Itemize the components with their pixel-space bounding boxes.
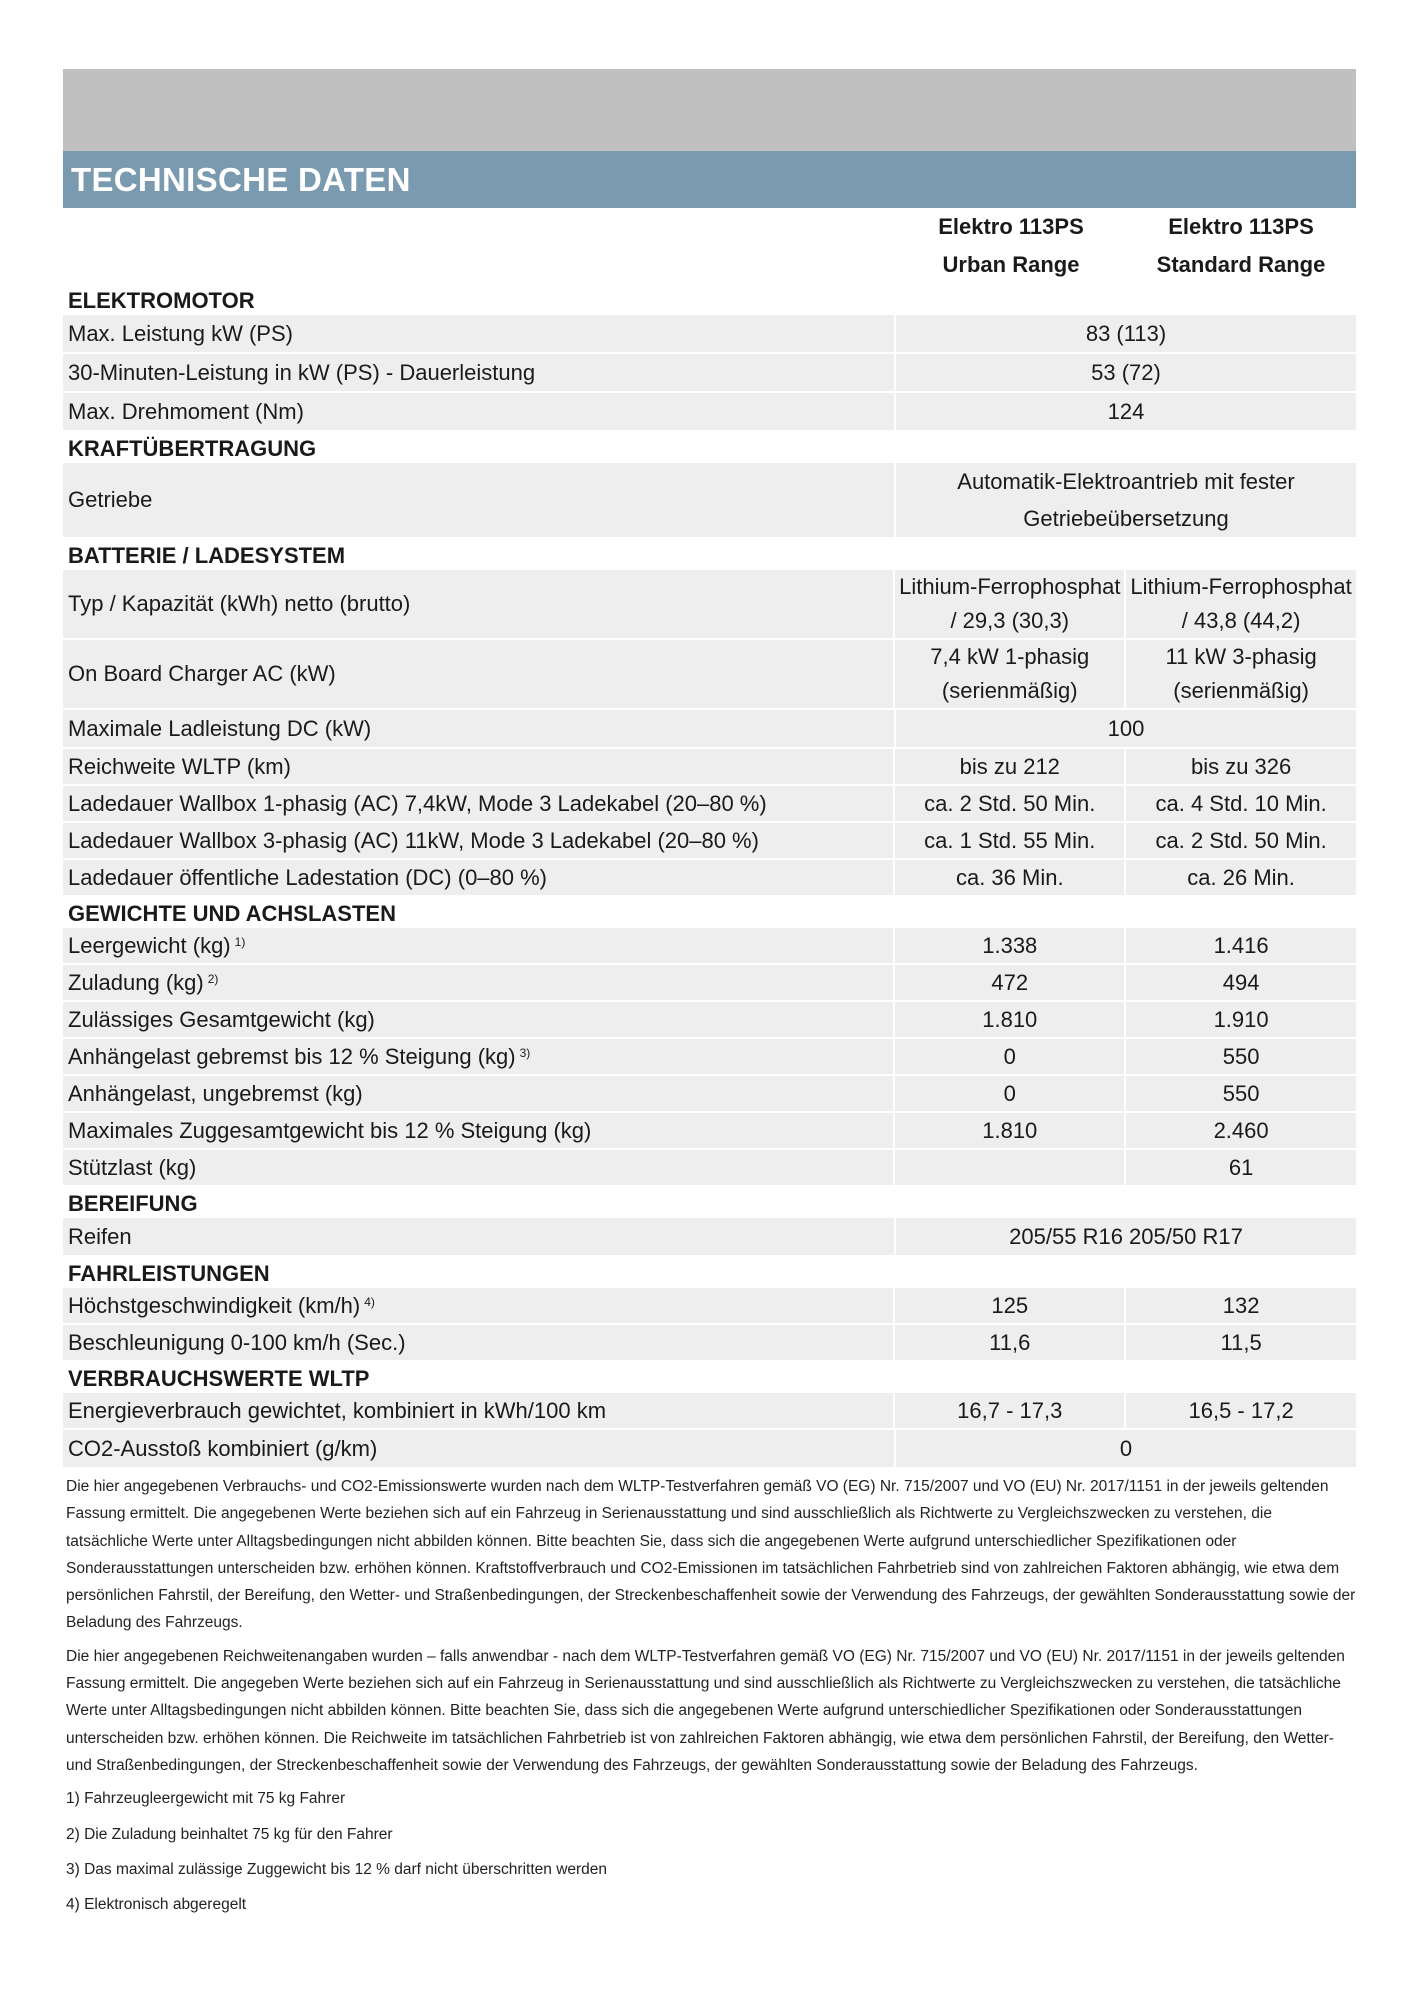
row-value-merged: 205/55 R16 205/50 R17 [896, 1218, 1356, 1255]
section-heading: VERBRAUCHSWERTE WLTP [68, 1366, 370, 1391]
row-value: 1.416 [1126, 928, 1356, 963]
row-value: ca. 2 Std. 50 Min. [1126, 823, 1356, 858]
row-label-text: Zuladung (kg) [68, 969, 204, 995]
row-value: 11,6 [895, 1325, 1124, 1360]
footnote-ref: 4) [364, 1294, 375, 1309]
table-row [63, 1393, 1356, 1428]
row-value-merged: 53 (72) [896, 354, 1356, 391]
row-value: 16,5 - 17,2 [1126, 1393, 1356, 1428]
table-row [63, 749, 1356, 784]
row-value: bis zu 212 [895, 749, 1124, 784]
row-label-text: CO2-Ausstoß kombiniert (g/km) [68, 1435, 378, 1461]
notes-paragraph: Die hier angegebenen Verbrauchs- und CO2-Emissionswerte wurden nach dem WLTP-Testverfahren gemäß VO (EG) Nr. 715/2007 und VO (EU) Nr. 2017/1151 in der jeweils geltenden Fassung ermittelt. Die angegebenen Werte beziehen sich auf ein Fahrzeug in Serienausstattung und sind ausschließlich als Richtwerte zu Vergleichszwecken zu verstehen, die tatsächliche Werte unter Alltagsbedingungen nicht abbilden können. Bitte beachten Sie, dass sich die angegebenen Werte aufgrund unterschiedlicher Spezifikationen oder Sonderausstattungen unterscheiden bzw. erhöhen können. Kraftstoffverbrauch und CO2-Emissionen im tatsächlichen Fahrbetrieb sind von zahlreichen Faktoren abhängig, wie etwa dem persönlichen Fahrstil, der Bereifung, den Wetter- und Straßenbedingungen, der Streckenbeschaffenheit sowie der Verwendung des Fahrzeugs, der gewählten Sonderausstattung sowie der Beladung des Fahrzeugs. [66, 1478, 1356, 1632]
row-value: Lithium-Ferrophosphat / 43,8 (44,2) [1126, 570, 1356, 638]
table-row [63, 928, 1356, 963]
row-value: 2.460 [1126, 1113, 1356, 1148]
row-label-text: Getriebe [68, 487, 153, 512]
notes [66, 1473, 1356, 1926]
row-value: 61 [1126, 1150, 1356, 1185]
row-label [63, 315, 894, 352]
row-value-merged: 0 [896, 1430, 1356, 1467]
row-label [63, 1113, 893, 1148]
row-label-text: Reifen [68, 1223, 132, 1249]
table-row [63, 1430, 1356, 1467]
row-label-text: Maximale Ladleistung DC (kW) [68, 715, 372, 741]
row-value-merged: 100 [896, 710, 1356, 747]
table-row [63, 1218, 1356, 1255]
row-label [63, 1288, 893, 1323]
row-value: ca. 4 Std. 10 Min. [1126, 786, 1356, 821]
row-label-text: Ladedauer Wallbox 3-phasig (AC) 11kW, Mode 3 Ladekabel (20–80 %) [68, 827, 759, 853]
row-label [63, 1150, 893, 1185]
table-row [63, 1076, 1356, 1111]
column-header-standard-range: Elektro 113PS Standard Range [1156, 214, 1326, 277]
footnote: 2) Die Zuladung beinhaltet 75 kg für den Fahrer [66, 1825, 393, 1843]
row-value: ca. 2 Std. 50 Min. [895, 786, 1124, 821]
row-value: 0 [895, 1039, 1124, 1074]
row-value: ca. 26 Min. [1126, 860, 1356, 895]
table-row [63, 354, 1356, 391]
row-label-text: Ladedauer öffentliche Ladestation (DC) (0–80 %) [68, 864, 548, 890]
row-value-merged: 83 (113) [896, 315, 1356, 352]
row-value: 1.338 [895, 928, 1124, 963]
row-label-text: Beschleunigung 0-100 km/h (Sec.) [68, 1329, 406, 1355]
row-value: 7,4 kW 1-phasig (serienmäßig) [895, 640, 1124, 708]
row-label-text: Zulässiges Gesamtgewicht (kg) [68, 1006, 375, 1032]
footnote: 3) Das maximal zulässige Zuggewicht bis 12 % darf nicht überschritten werden [66, 1860, 608, 1878]
row-value: 472 [895, 965, 1124, 1000]
footnote-ref: 1) [234, 934, 246, 949]
row-value: 132 [1126, 1288, 1356, 1323]
row-label [63, 965, 893, 1000]
table-row [63, 860, 1356, 895]
row-label [63, 823, 893, 858]
row-label [63, 1393, 893, 1428]
row-value: 550 [1126, 1039, 1356, 1074]
row-value-merged: Automatik-Elektroantrieb mit fester Getriebeübersetzung [896, 463, 1356, 537]
table-row [63, 1002, 1356, 1037]
row-value: 11,5 [1126, 1325, 1356, 1360]
row-label-text: 30-Minuten-Leistung in kW (PS) - Dauerleistung [68, 359, 536, 385]
row-value-merged: 124 [896, 393, 1356, 430]
row-value [895, 1150, 1124, 1185]
row-value: 550 [1126, 1076, 1356, 1111]
row-label [63, 749, 893, 784]
column-headers [63, 208, 1356, 284]
row-label-text: Stützlast (kg) [68, 1154, 197, 1180]
row-label-text: Höchstgeschwindigkeit (km/h) [68, 1292, 361, 1318]
row-value: ca. 1 Std. 55 Min. [895, 823, 1124, 858]
row-value: 494 [1126, 965, 1356, 1000]
section-heading: BATTERIE / LADESYSTEM [68, 543, 346, 568]
row-label [63, 354, 894, 391]
row-value: ca. 36 Min. [895, 860, 1124, 895]
table-row [63, 1039, 1356, 1074]
table-row [63, 315, 1356, 352]
table-row [63, 570, 1356, 638]
section-heading: ELEKTROMOTOR [68, 288, 255, 313]
table-row [63, 1288, 1356, 1323]
table-row [63, 710, 1356, 747]
table-row [63, 823, 1356, 858]
spec-table [63, 208, 1356, 1469]
page-title: TECHNISCHE DATEN [71, 161, 411, 198]
section-heading: GEWICHTE UND ACHSLASTEN [68, 901, 396, 926]
column-header-urban-range: Elektro 113PS Urban Range [938, 214, 1084, 277]
footnote: 1) Fahrzeugleergewicht mit 75 kg Fahrer [66, 1790, 346, 1808]
row-label [63, 1002, 893, 1037]
row-value: 1.810 [895, 1113, 1124, 1148]
row-value: Lithium-Ferrophosphat / 29,3 (30,3) [895, 570, 1124, 638]
row-value: 125 [895, 1288, 1124, 1323]
row-label [63, 710, 894, 747]
table-row [63, 965, 1356, 1000]
table-row [63, 1113, 1356, 1148]
row-label-text: On Board Charger AC (kW) [68, 661, 336, 686]
row-label [63, 1039, 893, 1074]
table-row [63, 463, 1356, 537]
table-row [63, 1150, 1356, 1185]
footnote: 4) Elektronisch abgeregelt [66, 1896, 247, 1914]
row-value: 16,7 - 17,3 [895, 1393, 1124, 1428]
row-label-text: Maximales Zuggesamtgewicht bis 12 % Steigung (kg) [68, 1117, 592, 1143]
row-label [63, 1076, 893, 1111]
row-label-text: Max. Leistung kW (PS) [68, 320, 293, 346]
row-label [63, 1325, 893, 1360]
row-label [63, 393, 894, 430]
section-heading: FAHRLEISTUNGEN [68, 1261, 270, 1286]
section-heading: KRAFTÜBERTRAGUNG [68, 436, 317, 461]
row-label-text: Leergewicht (kg) [68, 932, 231, 958]
row-value: 0 [895, 1076, 1124, 1111]
footnote-ref: 2) [207, 971, 219, 986]
row-value: 1.810 [895, 1002, 1124, 1037]
row-label-text: Reichweite WLTP (km) [68, 753, 291, 779]
row-label [63, 928, 893, 963]
row-label-text: Ladedauer Wallbox 1-phasig (AC) 7,4kW, Mode 3 Ladekabel (20–80 %) [68, 790, 767, 816]
row-label-text: Anhängelast gebremst bis 12 % Steigung (kg) [68, 1043, 516, 1069]
row-label [63, 860, 893, 895]
table-row [63, 393, 1356, 430]
spec-sections [63, 284, 1356, 1467]
table-row [63, 1325, 1356, 1360]
row-label [63, 640, 893, 708]
row-label [63, 463, 894, 537]
row-label [63, 570, 893, 638]
notes-paragraph: Die hier angegebenen Reichweitenangaben wurden – falls anwendbar - nach dem WLTP-Testverfahren gemäß VO (EG) Nr. 715/2007 und VO (EU) Nr. 2017/1151 in der jeweils geltenden Fassung ermittelt. Die angegeben Werte beziehen sich auf ein Fahrzeug in Serienausstattung und sind ausschließlich als Richtwerte zu Vergleichszwecken zu verstehen, die tatsächliche Werte unter Alltagsbedingungen nicht abbilden können. Bitte beachten Sie, dass sich die angegebenen Werte aufgrund unterschiedlicher Spezifikationen oder Sonderausstattungen unterscheiden bzw. erhöhen können. Die Reichweite im tatsächlichen Fahrbetrieb ist von zahlreichen Faktoren abhängig, wie etwa dem persönlichen Fahrstil, der Bereifung, den Wetter- und Straßenbedingungen, der Streckenbeschaffenheit sowie der Verwendung des Fahrzeugs, der gewählten Sonderausstattung sowie der Beladung des Fahrzeugs. [66, 1647, 1345, 1774]
row-value: 1.910 [1126, 1002, 1356, 1037]
row-label [63, 1218, 894, 1255]
row-value: bis zu 326 [1126, 749, 1356, 784]
row-label-text: Max. Drehmoment (Nm) [68, 398, 304, 424]
title-bar [63, 151, 1356, 208]
row-label [63, 786, 893, 821]
row-label-text: Anhängelast, ungebremst (kg) [68, 1080, 363, 1106]
row-value: 11 kW 3-phasig (serienmäßig) [1126, 640, 1356, 708]
row-label [63, 1430, 894, 1467]
row-label-text: Energieverbrauch gewichtet, kombiniert in kWh/100 km [68, 1397, 607, 1423]
table-row [63, 640, 1356, 708]
footnote-ref: 3) [519, 1045, 531, 1060]
row-label-text: Typ / Kapazität (kWh) netto (brutto) [68, 591, 411, 616]
section-heading: BEREIFUNG [68, 1191, 198, 1216]
header-gray-band [63, 69, 1356, 151]
table-row [63, 786, 1356, 821]
